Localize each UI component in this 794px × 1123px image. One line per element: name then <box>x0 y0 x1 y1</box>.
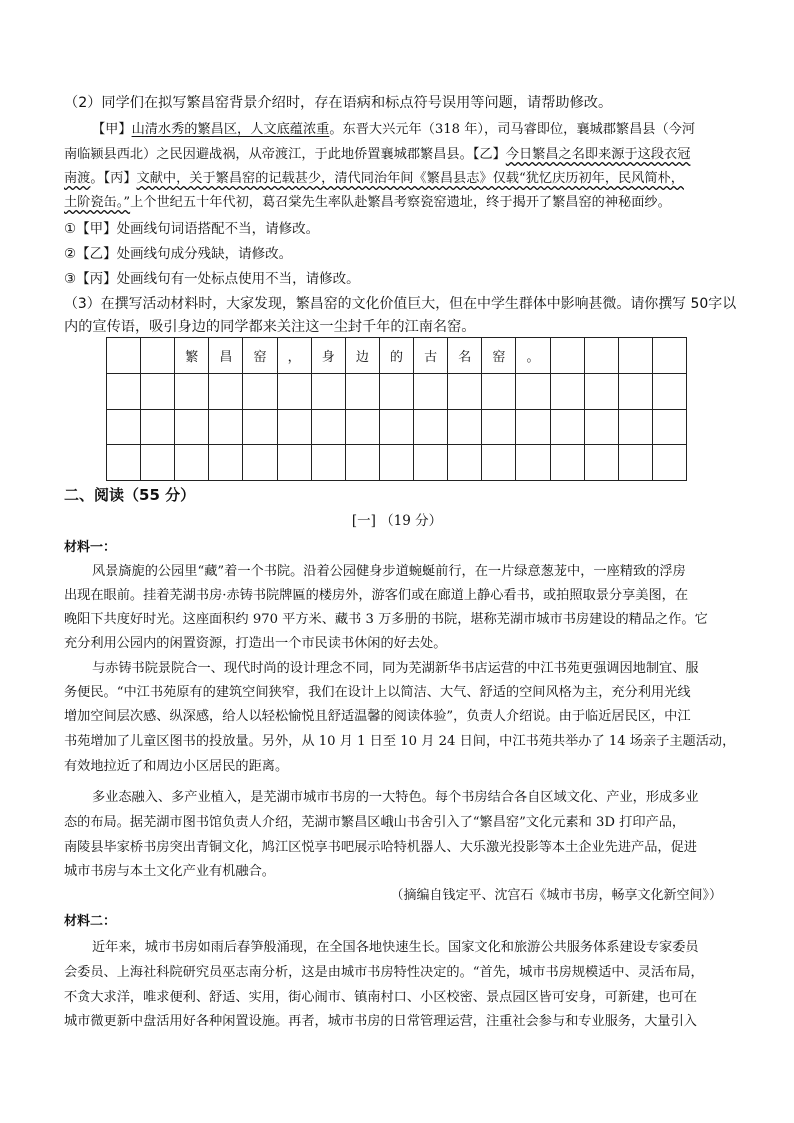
grid-cell[interactable] <box>107 338 141 374</box>
grid-cell[interactable] <box>516 374 550 410</box>
grid-cell[interactable]: 边 <box>346 338 380 374</box>
paragraph-line: 书苑增加了儿童区图书的投放量。另外，从 10 月 1 日至 10 月 24 日间，中江书苑共举办了 14 场亲子主题活动， <box>64 734 736 749</box>
underlined-sentence-yi-cont: 南渡 <box>64 171 91 186</box>
subquestion-3: ③【丙】处画线句有一处标点使用不当，请修改。 <box>64 271 360 287</box>
question-3-line2: 内的宣传语，吸引身边的同学都来关注这一尘封千年的江南名窑。 <box>64 319 476 335</box>
grid-cell[interactable] <box>619 338 653 374</box>
paragraph-line: 城市书房与本土文化产业有机融合。 <box>64 864 275 879</box>
grid-cell[interactable] <box>175 445 209 481</box>
paragraph-line: 晚阳下共度好时光。这座面积约 970 平方米、藏书 3 万多册的书院，堪称芜湖市城市书房建设的精品之作。它 <box>64 612 708 627</box>
paragraph-line: 风景旖旎的公园里“藏”着一个书院。沿着公园健身步道蜿蜒前行，在一片绿意葱茏中，一座精致的浮房 <box>92 564 686 579</box>
paragraph-line: 与赤铸书院景院合一、现代时尚的设计理念不同，同为芜湖新华书店运营的中江书苑更强调因地制宜、服 <box>92 661 699 676</box>
grid-cell[interactable] <box>209 445 243 481</box>
section-title: 二、阅读（55 分） <box>64 486 196 504</box>
grid-cell[interactable] <box>141 410 175 446</box>
grid-cell[interactable] <box>380 445 414 481</box>
paragraph-line: 城市微更新中盘活用好各种闲置设施。再者，城市书房的日常管理运营，注重社会参与和专业服务，大量引入 <box>64 1014 697 1029</box>
paragraph-line: 近年来，城市书房如雨后春笋般涌现，在全国各地快速生长。国家文化和旅游公共服务体系建设专家委员 <box>92 940 699 955</box>
grid-cell[interactable] <box>346 410 380 446</box>
grid-cell[interactable]: 窑 <box>243 338 277 374</box>
subquestion-1: ①【甲】处画线句词语搭配不当，请修改。 <box>64 221 320 237</box>
grid-cell[interactable] <box>516 410 550 446</box>
grid-cell[interactable] <box>482 374 516 410</box>
grid-cell[interactable] <box>312 410 346 446</box>
passage-text: 。【丙】 <box>90 171 137 186</box>
grid-cell[interactable]: 昌 <box>209 338 243 374</box>
paragraph-line: 会委员、上海社科院研究员巫志南分析，这是由城市书房特性决定的。“首先，城市书房规模适中、灵活布局， <box>64 965 704 980</box>
grid-cell[interactable] <box>551 410 585 446</box>
grid-cell[interactable]: 。 <box>516 338 550 374</box>
grid-cell[interactable]: 窑 <box>482 338 516 374</box>
grid-cell[interactable]: 古 <box>414 338 448 374</box>
underlined-sentence-bing: 文献中，关于繁昌窑的记载甚少，清代同治年间《繁昌县志》仅载“犹忆庆历初年，民风简朴， <box>136 171 684 186</box>
grid-cell[interactable]: 名 <box>448 338 482 374</box>
passage-line <box>64 191 739 210</box>
grid-cell[interactable] <box>312 374 346 410</box>
paragraph-line: 多业态融入、多产业植入，是芜湖市城市书房的一大特色。每个书房结合各自区域文化、产业，形成多业 <box>92 790 699 805</box>
paragraph-line: 增加空间层次感、纵深感，给人以轻松愉悦且舒适温馨的阅读体验”，负责人介绍说。由于临近居民区，中江 <box>64 709 691 724</box>
grid-cell[interactable] <box>414 445 448 481</box>
underlined-sentence-bing-cont: 土阶瓷缶。” <box>64 195 131 210</box>
grid-cell[interactable] <box>141 445 175 481</box>
grid-cell[interactable] <box>482 445 516 481</box>
grid-cell[interactable] <box>346 445 380 481</box>
underlined-sentence-yi: 今日繁昌之名即来源于这段衣冠 <box>505 147 691 162</box>
paragraph-line: 南陵县毕家桥书房突出青铜文化，鸠江区悦享书吧展示哈特机器人、大乐激光投影等本土企业先进产品，促进 <box>64 840 697 855</box>
paragraph-line: 务便民。“中江书苑原有的建筑空间狭窄，我们在设计上以简洁、大气、舒适的空间风格为主，充分利用光线 <box>64 685 691 700</box>
grid-cell[interactable] <box>107 445 141 481</box>
passage-text: 南临颍县西北）之民因避战祸，从帝渡江，于此地侨置襄城郡繁昌县。【乙】 <box>64 147 506 162</box>
grid-cell[interactable] <box>107 374 141 410</box>
section-subtitle: [一] （19 分） <box>351 513 443 529</box>
grid-cell[interactable] <box>585 445 619 481</box>
grid-cell[interactable] <box>482 410 516 446</box>
passage-text: 。东晋大兴元年（318 年），司马睿即位，襄城郡繁昌县（今河 <box>329 122 696 137</box>
source-citation: （摘编自钱定平、沈宫石《城市书房，畅享文化新空间》） <box>390 888 722 903</box>
grid-cell[interactable] <box>551 338 585 374</box>
grid-cell[interactable] <box>175 410 209 446</box>
grid-cell[interactable] <box>380 374 414 410</box>
grid-cell[interactable] <box>653 338 687 374</box>
grid-cell[interactable] <box>141 374 175 410</box>
grid-cell[interactable] <box>619 445 653 481</box>
grid-cell[interactable] <box>209 410 243 446</box>
grid-cell[interactable]: 身 <box>312 338 346 374</box>
paragraph-line: 态的布局。据芜湖市图书馆负责人介绍，芜湖市繁昌区峨山书舍引入了“繁昌窑”文化元素和 3D 打印产品， <box>64 815 686 830</box>
grid-cell[interactable] <box>653 410 687 446</box>
grid-cell[interactable] <box>619 410 653 446</box>
label-jia: 【甲】 <box>92 122 132 137</box>
grid-cell[interactable] <box>278 410 312 446</box>
underlined-sentence-jia: 山清水秀的繁昌区，人文底蕴浓重 <box>131 122 330 137</box>
question-3-line1: （3）在撰写活动材料时，大家发现，繁昌窑的文化价值巨大，但在中学生群体中影响甚微。请你撰写 50字以 <box>64 296 737 312</box>
grid-cell[interactable] <box>653 445 687 481</box>
paragraph-line: 有效地拉近了和周边小区居民的距离。 <box>64 759 289 774</box>
grid-cell[interactable] <box>585 410 619 446</box>
grid-cell[interactable]: 的 <box>380 338 414 374</box>
grid-cell[interactable] <box>516 445 550 481</box>
grid-cell[interactable] <box>243 410 277 446</box>
grid-cell[interactable] <box>619 374 653 410</box>
grid-cell[interactable] <box>346 374 380 410</box>
grid-cell[interactable] <box>551 445 585 481</box>
grid-cell[interactable] <box>585 338 619 374</box>
grid-cell[interactable] <box>551 374 585 410</box>
grid-cell[interactable] <box>243 445 277 481</box>
passage-line <box>64 143 739 162</box>
subquestion-2: ②【乙】处画线句成分残缺，请修改。 <box>64 246 293 262</box>
grid-cell[interactable] <box>585 374 619 410</box>
grid-cell[interactable] <box>448 410 482 446</box>
grid-cell[interactable] <box>312 445 346 481</box>
grid-cell[interactable] <box>448 374 482 410</box>
answer-grid[interactable] <box>106 337 687 481</box>
grid-cell[interactable]: ， <box>278 338 312 374</box>
passage-line <box>64 118 739 137</box>
grid-cell[interactable] <box>141 338 175 374</box>
grid-cell[interactable] <box>414 374 448 410</box>
grid-cell[interactable] <box>278 374 312 410</box>
grid-cell[interactable] <box>175 374 209 410</box>
grid-cell[interactable] <box>278 445 312 481</box>
grid-cell[interactable] <box>653 374 687 410</box>
paragraph-line: 出现在眼前。挂着芜湖书房·赤铸书院牌匾的楼房外，游客们或在廊道上静心看书，或拍照取景分享美图，在 <box>64 588 689 603</box>
grid-cell[interactable] <box>448 445 482 481</box>
grid-cell[interactable] <box>107 410 141 446</box>
question-2-intro: （2）同学们在拟写繁昌窑背景介绍时，存在语病和标点符号误用等问题，请帮助修改。 <box>64 95 613 111</box>
material-2-label: 材料二： <box>64 914 117 929</box>
grid-cell[interactable] <box>414 410 448 446</box>
grid-cell[interactable] <box>380 410 414 446</box>
paragraph-line: 不贪大求洋，唯求便利、舒适、实用，街心闹市、镇南村口、小区校密、景点园区皆可安身，可新建，也可在 <box>64 990 697 1005</box>
passage-text: 上个世纪五十年代初，葛召棠先生率队赴繁昌考察瓷窑遗址，终于揭开了繁昌窑的神秘面纱。 <box>130 195 671 210</box>
grid-cell[interactable] <box>209 374 243 410</box>
grid-cell[interactable]: 繁 <box>175 338 209 374</box>
grid-cell[interactable] <box>243 374 277 410</box>
paragraph-line: 充分利用公园内的闲置资源，打造出一个市民读书休闲的好去处。 <box>64 636 447 651</box>
passage-line <box>64 167 739 186</box>
material-1-label: 材料一： <box>64 540 117 555</box>
